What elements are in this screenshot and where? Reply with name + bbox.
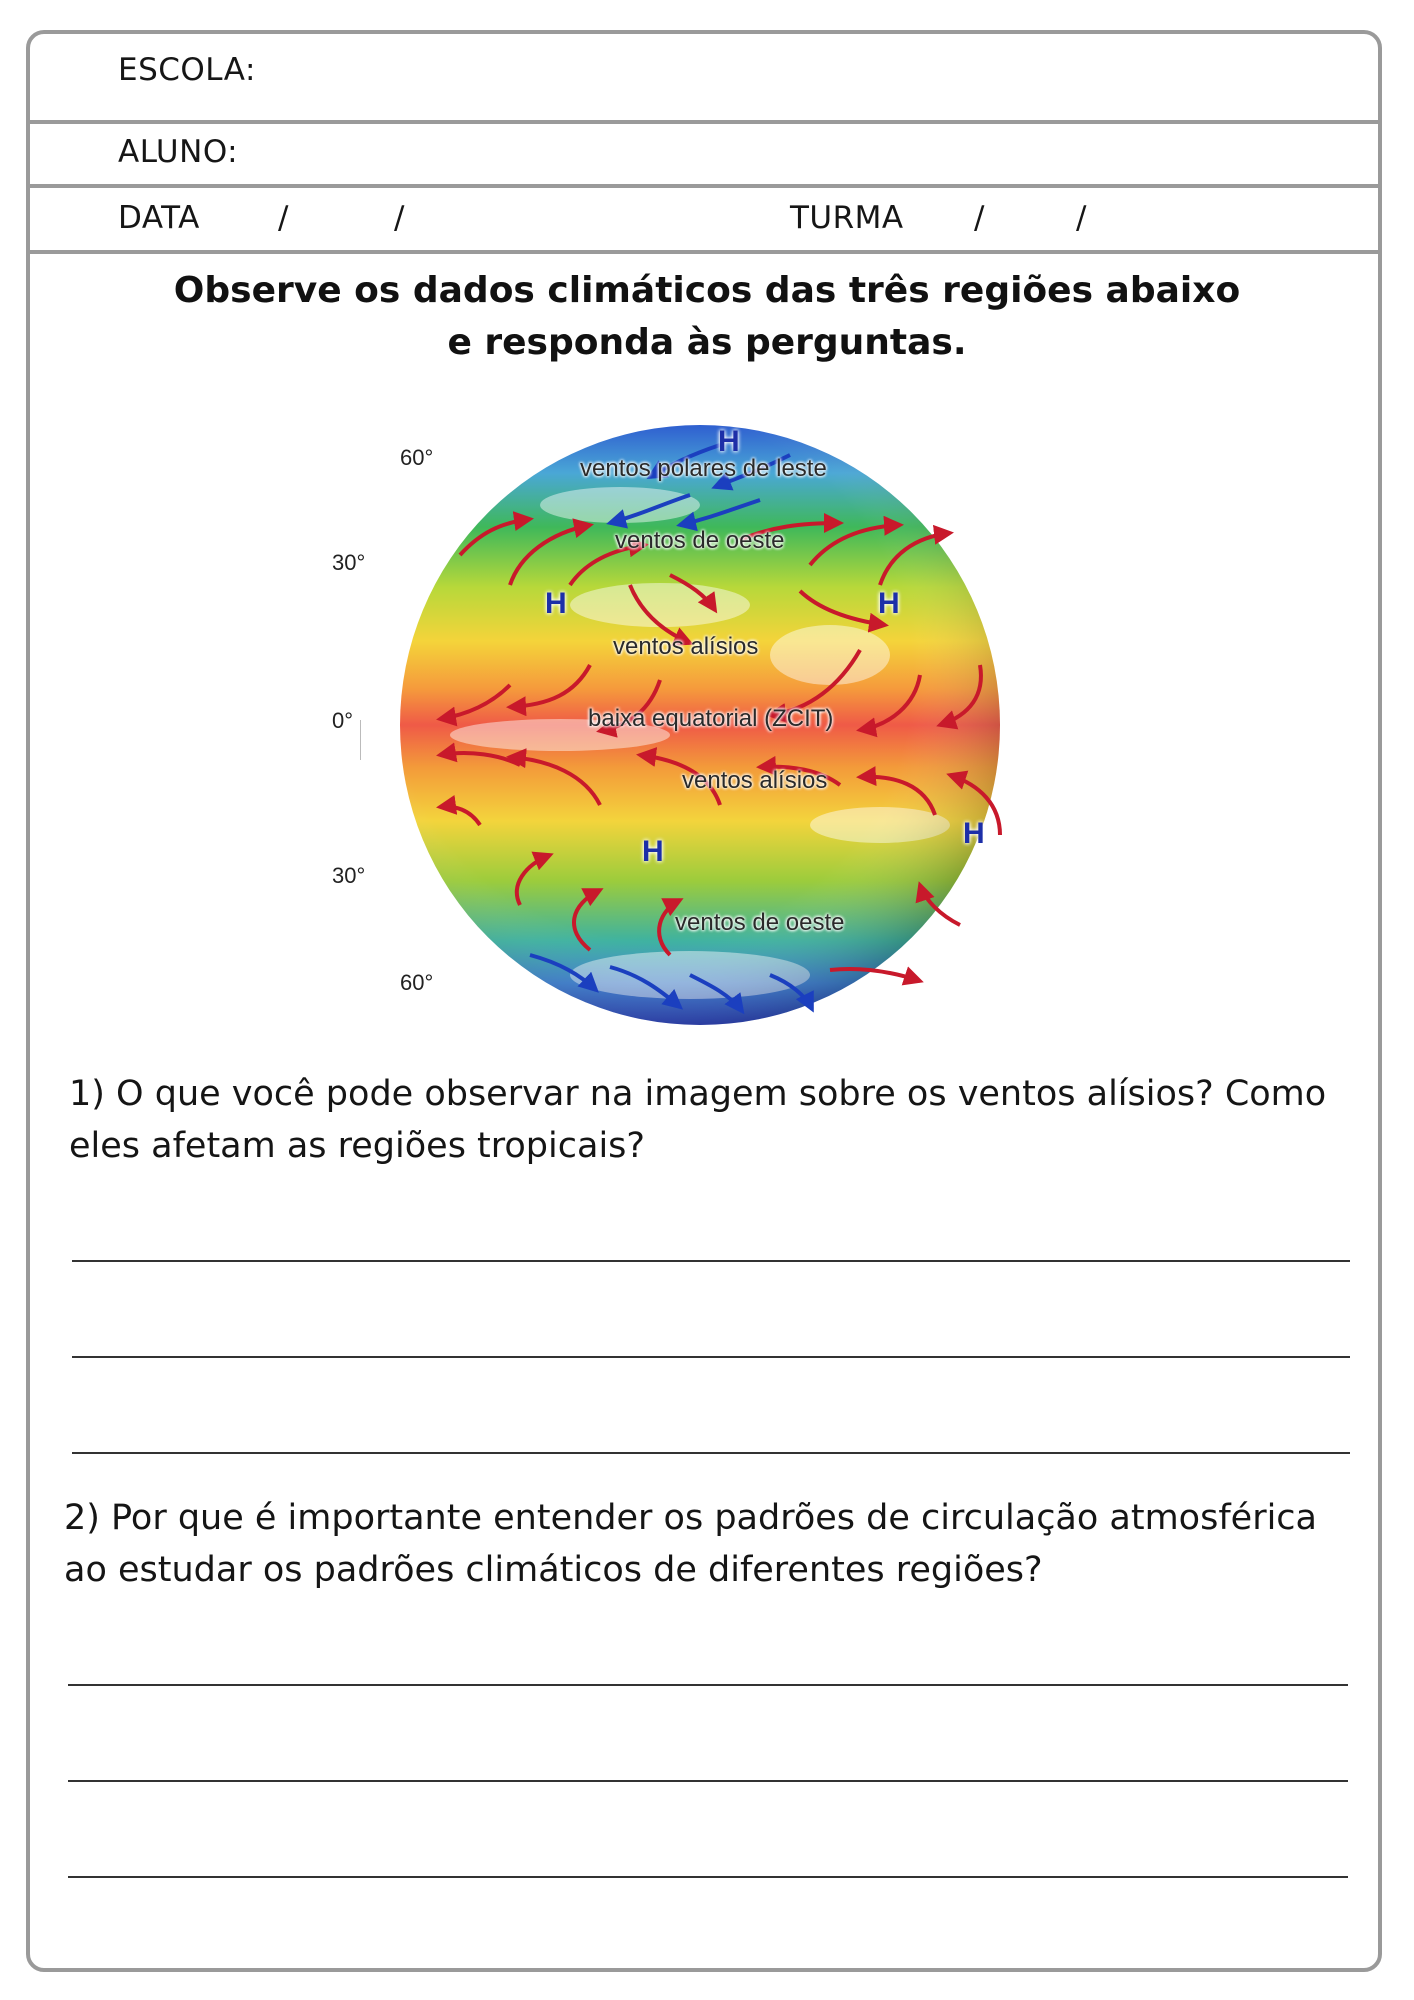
student-label: ALUNO: bbox=[118, 134, 239, 170]
high-pressure-marker: H bbox=[718, 425, 740, 458]
high-pressure-marker: H bbox=[545, 587, 567, 620]
date-separator: / bbox=[278, 200, 289, 236]
question-2 bbox=[64, 1492, 1317, 1596]
student-row[interactable] bbox=[30, 124, 1378, 188]
answer-line[interactable] bbox=[68, 1876, 1348, 1878]
date-separator: / bbox=[394, 200, 405, 236]
label-polar-easterlies: ventos polares de leste bbox=[580, 455, 827, 482]
answer-line[interactable] bbox=[72, 1452, 1350, 1454]
latitude-30n: 30° bbox=[332, 550, 366, 575]
instructions bbox=[0, 265, 1414, 369]
latitude-60n: 60° bbox=[400, 445, 434, 470]
question-1 bbox=[69, 1068, 1326, 1172]
latitude-equator: 0° bbox=[332, 708, 354, 733]
label-trade-winds-north: ventos alísios bbox=[613, 633, 759, 660]
school-row[interactable] bbox=[30, 34, 1378, 124]
label-trade-winds-south: ventos alísios bbox=[682, 767, 828, 794]
date-label: DATA bbox=[118, 200, 200, 236]
atmospheric-circulation-globe bbox=[332, 415, 1040, 1035]
answer-line[interactable] bbox=[68, 1780, 1348, 1782]
label-itcz: baixa equatorial (ZCIT) bbox=[588, 705, 834, 732]
date-class-row[interactable] bbox=[30, 188, 1378, 254]
label-westerlies-south: ventos de oeste bbox=[675, 909, 845, 936]
latitude-30s: 30° bbox=[332, 863, 366, 888]
question-2-line-1: 2) Por que é importante entender os padrões de circulação atmosférica bbox=[64, 1498, 1317, 1538]
question-2-line-2: ao estudar os padrões climáticos de diferentes regiões? bbox=[64, 1550, 1043, 1590]
answer-line[interactable] bbox=[72, 1260, 1350, 1262]
class-label: TURMA bbox=[790, 200, 904, 236]
class-separator: / bbox=[1076, 200, 1087, 236]
school-label: ESCOLA: bbox=[118, 52, 256, 88]
instructions-line-1: Observe os dados climáticos das três regiões abaixo bbox=[173, 270, 1241, 311]
high-pressure-marker: H bbox=[878, 587, 900, 620]
question-1-line-1: 1) O que você pode observar na imagem sobre os ventos alísios? Como bbox=[69, 1074, 1327, 1114]
latitude-60s: 60° bbox=[400, 970, 434, 995]
high-pressure-marker: H bbox=[642, 835, 664, 868]
question-1-line-2: eles afetam as regiões tropicais? bbox=[69, 1126, 645, 1166]
answer-line[interactable] bbox=[68, 1684, 1348, 1686]
label-westerlies-north: ventos de oeste bbox=[615, 527, 785, 554]
answer-line[interactable] bbox=[72, 1356, 1350, 1358]
high-pressure-marker: H bbox=[963, 817, 985, 850]
class-separator: / bbox=[974, 200, 985, 236]
instructions-line-2: e responda às perguntas. bbox=[447, 322, 967, 363]
